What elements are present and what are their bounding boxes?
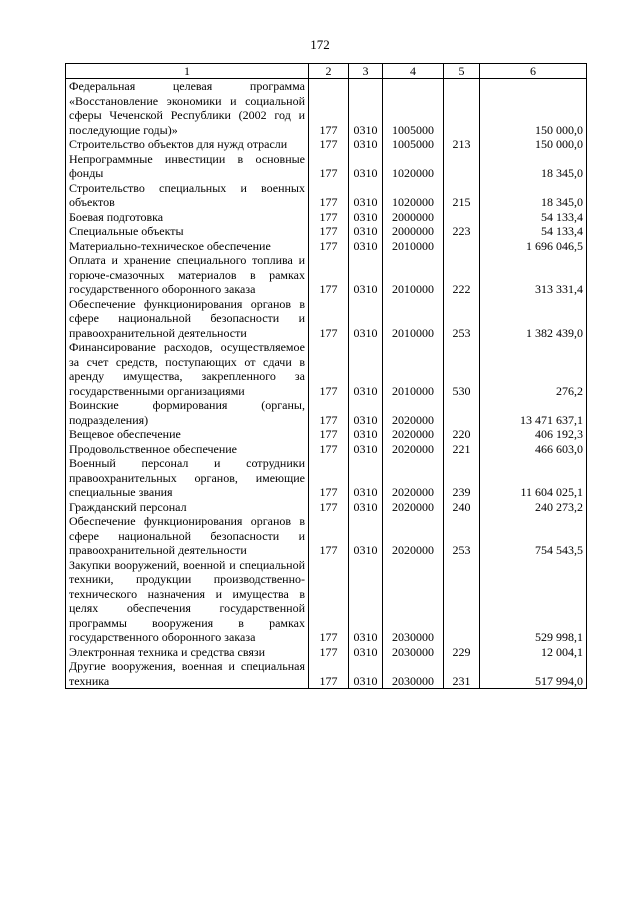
amount-cell: 54 133,4 — [480, 210, 587, 225]
chapter-code-cell: 177 — [309, 224, 349, 239]
page-number: 172 — [310, 37, 330, 52]
table-row — [66, 239, 587, 254]
row-name-cell: Гражданский персонал — [66, 500, 309, 515]
amount-cell: 313 331,4 — [480, 253, 587, 297]
section-code-cell: 0310 — [349, 239, 383, 254]
row-name-cell: Финансирование расходов, осуществляемое за счет средств, поступающих от сдачи в аренду имущества, закрепленного за государственными организациями — [66, 340, 309, 398]
section-code-cell: 0310 — [349, 137, 383, 152]
row-name-cell: Строительство специальных и военных объектов — [66, 181, 309, 210]
target-item-code-cell: 1005000 — [383, 79, 444, 138]
chapter-code-cell: 177 — [309, 253, 349, 297]
table-row — [66, 659, 587, 689]
section-code-cell: 0310 — [349, 398, 383, 427]
amount-cell: 18 345,0 — [480, 181, 587, 210]
target-item-code-cell: 2010000 — [383, 239, 444, 254]
amount-cell: 529 998,1 — [480, 558, 587, 645]
chapter-code-cell: 177 — [309, 442, 349, 457]
chapter-code-cell: 177 — [309, 239, 349, 254]
chapter-code-cell: 177 — [309, 79, 349, 138]
expense-type-code-cell: 530 — [444, 340, 480, 398]
row-name-cell: Оплата и хранение специального топлива и горюче-смазочных материалов в рамках государственного оборонного заказа — [66, 253, 309, 297]
expense-type-code-cell: 253 — [444, 514, 480, 558]
amount-cell: 11 604 025,1 — [480, 456, 587, 500]
expense-type-code-cell: 229 — [444, 645, 480, 660]
expense-type-code-cell: 221 — [444, 442, 480, 457]
target-item-code-cell: 2020000 — [383, 500, 444, 515]
chapter-code-cell: 177 — [309, 398, 349, 427]
amount-cell: 406 192,3 — [480, 427, 587, 442]
chapter-code-cell: 177 — [309, 456, 349, 500]
expense-type-code-cell — [444, 558, 480, 645]
column-header: 2 — [309, 64, 349, 79]
column-header: 1 — [66, 64, 309, 79]
amount-cell: 18 345,0 — [480, 152, 587, 181]
table-row — [66, 427, 587, 442]
target-item-code-cell: 2020000 — [383, 427, 444, 442]
section-code-cell: 0310 — [349, 181, 383, 210]
table-row — [66, 500, 587, 515]
expense-type-code-cell: 239 — [444, 456, 480, 500]
table-row — [66, 340, 587, 398]
table-row — [66, 152, 587, 181]
chapter-code-cell: 177 — [309, 181, 349, 210]
amount-cell: 150 000,0 — [480, 137, 587, 152]
amount-cell: 1 696 046,5 — [480, 239, 587, 254]
amount-cell: 517 994,0 — [480, 659, 587, 689]
target-item-code-cell: 2020000 — [383, 514, 444, 558]
expense-type-code-cell: 220 — [444, 427, 480, 442]
section-code-cell: 0310 — [349, 253, 383, 297]
row-name-cell: Непрограммные инвестиции в основные фонды — [66, 152, 309, 181]
section-code-cell: 0310 — [349, 224, 383, 239]
table-row — [66, 137, 587, 152]
column-header: 4 — [383, 64, 444, 79]
chapter-code-cell: 177 — [309, 514, 349, 558]
amount-cell: 13 471 637,1 — [480, 398, 587, 427]
row-name-cell: Боевая подготовка — [66, 210, 309, 225]
row-name-cell: Продовольственное обеспечение — [66, 442, 309, 457]
row-name-cell: Обеспечение функционирования органов в сфере национальной безопасности и правоохранительной деятельности — [66, 514, 309, 558]
chapter-code-cell: 177 — [309, 500, 349, 515]
chapter-code-cell: 177 — [309, 137, 349, 152]
target-item-code-cell: 1005000 — [383, 137, 444, 152]
section-code-cell: 0310 — [349, 456, 383, 500]
row-name-cell: Электронная техника и средства связи — [66, 645, 309, 660]
chapter-code-cell: 177 — [309, 297, 349, 341]
row-name-cell: Строительство объектов для нужд отрасли — [66, 137, 309, 152]
target-item-code-cell: 2020000 — [383, 398, 444, 427]
table-row — [66, 210, 587, 225]
row-name-cell: Обеспечение функционирования органов в сфере национальной безопасности и правоохранительной деятельности — [66, 297, 309, 341]
section-code-cell: 0310 — [349, 427, 383, 442]
target-item-code-cell: 2010000 — [383, 253, 444, 297]
amount-cell: 1 382 439,0 — [480, 297, 587, 341]
target-item-code-cell: 2000000 — [383, 210, 444, 225]
section-code-cell: 0310 — [349, 297, 383, 341]
table-row — [66, 79, 587, 138]
target-item-code-cell: 2030000 — [383, 659, 444, 689]
chapter-code-cell: 177 — [309, 645, 349, 660]
amount-cell: 54 133,4 — [480, 224, 587, 239]
target-item-code-cell: 1020000 — [383, 181, 444, 210]
section-code-cell: 0310 — [349, 500, 383, 515]
column-header: 6 — [480, 64, 587, 79]
expense-type-code-cell: 215 — [444, 181, 480, 210]
section-code-cell: 0310 — [349, 558, 383, 645]
expense-type-code-cell: 213 — [444, 137, 480, 152]
target-item-code-cell: 2030000 — [383, 558, 444, 645]
table-row — [66, 297, 587, 341]
expense-type-code-cell — [444, 210, 480, 225]
amount-cell: 466 603,0 — [480, 442, 587, 457]
section-code-cell: 0310 — [349, 79, 383, 138]
expense-type-code-cell: 253 — [444, 297, 480, 341]
target-item-code-cell: 2010000 — [383, 297, 444, 341]
section-code-cell: 0310 — [349, 340, 383, 398]
table-row — [66, 398, 587, 427]
chapter-code-cell: 177 — [309, 340, 349, 398]
target-item-code-cell: 2000000 — [383, 224, 444, 239]
section-code-cell: 0310 — [349, 514, 383, 558]
chapter-code-cell: 177 — [309, 659, 349, 689]
row-name-cell: Другие вооружения, военная и специальная техника — [66, 659, 309, 689]
amount-cell: 240 273,2 — [480, 500, 587, 515]
section-code-cell: 0310 — [349, 645, 383, 660]
amount-cell: 754 543,5 — [480, 514, 587, 558]
expense-type-code-cell: 231 — [444, 659, 480, 689]
target-item-code-cell: 1020000 — [383, 152, 444, 181]
expense-type-code-cell — [444, 152, 480, 181]
table-row — [66, 558, 587, 645]
target-item-code-cell: 2020000 — [383, 442, 444, 457]
chapter-code-cell: 177 — [309, 558, 349, 645]
expense-type-code-cell — [444, 239, 480, 254]
table-header-row — [66, 64, 587, 79]
chapter-code-cell: 177 — [309, 152, 349, 181]
section-code-cell: 0310 — [349, 210, 383, 225]
table-row — [66, 442, 587, 457]
amount-cell: 12 004,1 — [480, 645, 587, 660]
row-name-cell: Вещевое обеспечение — [66, 427, 309, 442]
table-row — [66, 181, 587, 210]
target-item-code-cell: 2010000 — [383, 340, 444, 398]
table-row — [66, 456, 587, 500]
budget-table — [65, 63, 587, 689]
row-name-cell: Специальные объекты — [66, 224, 309, 239]
table-row — [66, 514, 587, 558]
column-header: 3 — [349, 64, 383, 79]
chapter-code-cell: 177 — [309, 427, 349, 442]
amount-cell: 276,2 — [480, 340, 587, 398]
row-name-cell: Материально-техническое обеспечение — [66, 239, 309, 254]
expense-type-code-cell — [444, 79, 480, 138]
amount-cell: 150 000,0 — [480, 79, 587, 138]
row-name-cell: Закупки вооружений, военной и специальной техники, продукции производственно-технического назначения и имущества в целях обеспечения государственной программы вооружения в рамках государственного оборонного заказа — [66, 558, 309, 645]
expense-type-code-cell: 223 — [444, 224, 480, 239]
table-row — [66, 253, 587, 297]
expense-type-code-cell — [444, 398, 480, 427]
row-name-cell: Военный персонал и сотрудники правоохранительных органов, имеющие специальные звания — [66, 456, 309, 500]
section-code-cell: 0310 — [349, 442, 383, 457]
column-header: 5 — [444, 64, 480, 79]
chapter-code-cell: 177 — [309, 210, 349, 225]
section-code-cell: 0310 — [349, 152, 383, 181]
table-row — [66, 224, 587, 239]
target-item-code-cell: 2020000 — [383, 456, 444, 500]
target-item-code-cell: 2030000 — [383, 645, 444, 660]
expense-type-code-cell: 240 — [444, 500, 480, 515]
section-code-cell: 0310 — [349, 659, 383, 689]
row-name-cell: Федеральная целевая программа «Восстановление экономики и социальной сферы Чеченской Республики (2002 год и последующие годы)» — [66, 79, 309, 138]
expense-type-code-cell: 222 — [444, 253, 480, 297]
table-row — [66, 645, 587, 660]
row-name-cell: Воинские формирования (органы, подразделения) — [66, 398, 309, 427]
